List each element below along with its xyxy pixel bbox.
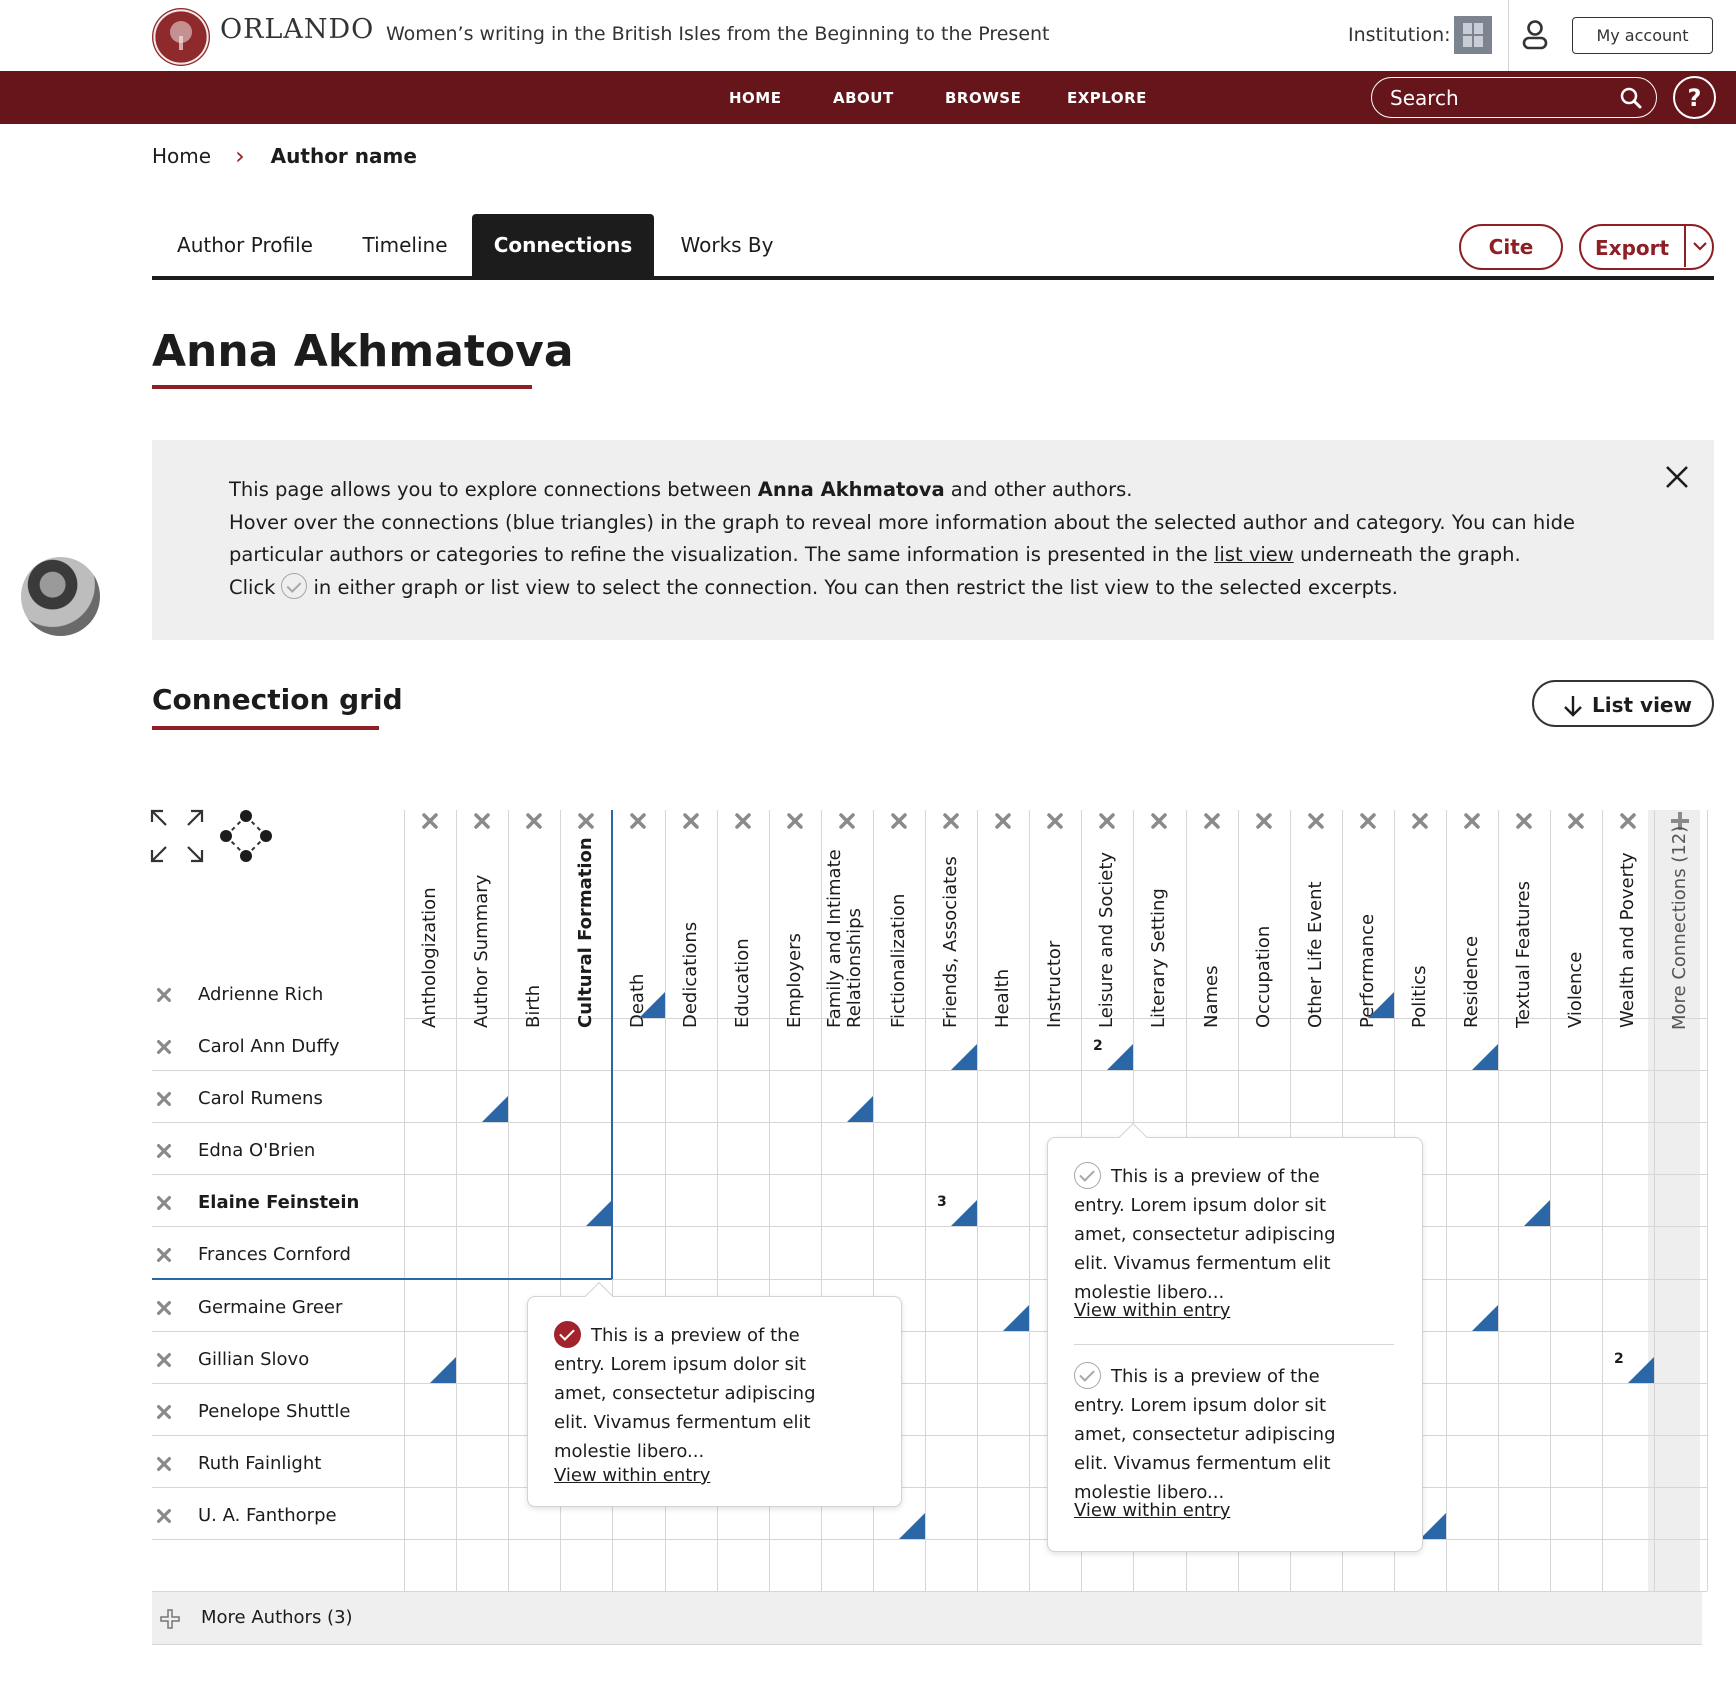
nav-home[interactable]: HOME bbox=[729, 89, 782, 107]
remove-column-icon[interactable] bbox=[1254, 811, 1274, 831]
remove-column-icon[interactable] bbox=[472, 811, 492, 831]
info-line3-post: in either graph or list view to select the connection. You can then restrict the list view to the selected excerpts. bbox=[313, 575, 1398, 599]
column-label: Death bbox=[627, 973, 648, 1028]
cite-button[interactable]: Cite bbox=[1459, 224, 1563, 270]
header-divider bbox=[1508, 0, 1509, 71]
tab-timeline[interactable]: Timeline bbox=[362, 233, 448, 257]
author-row-label: Frances Cornford bbox=[198, 1244, 351, 1265]
remove-author-icon[interactable] bbox=[155, 1455, 173, 1473]
connection-count: 2 bbox=[1614, 1351, 1624, 1367]
check-circle-icon[interactable] bbox=[554, 1321, 581, 1348]
column-label: Violence bbox=[1565, 951, 1586, 1028]
author-row-label: Gillian Slovo bbox=[198, 1349, 310, 1370]
grid-hline bbox=[404, 1122, 1707, 1123]
column-label: Textual Features bbox=[1513, 881, 1534, 1028]
info-line1-post: and other authors. bbox=[944, 478, 1133, 501]
grid-vline bbox=[925, 810, 926, 1591]
remove-column-icon[interactable] bbox=[1618, 811, 1638, 831]
more-authors-label: More Authors (3) bbox=[201, 1607, 353, 1628]
export-divider bbox=[1684, 226, 1686, 267]
nav-browse[interactable]: BROWSE bbox=[945, 89, 1022, 107]
row-separator bbox=[152, 1226, 404, 1227]
remove-column-icon[interactable] bbox=[1045, 811, 1065, 831]
column-label: Health bbox=[992, 968, 1013, 1028]
remove-author-icon[interactable] bbox=[155, 1299, 173, 1317]
arrow-down-icon bbox=[1562, 694, 1584, 718]
connection-marker[interactable] bbox=[1420, 1513, 1446, 1539]
selection-row-line bbox=[152, 1278, 612, 1280]
export-button[interactable] bbox=[1579, 224, 1714, 270]
view-within-entry-link[interactable]: View within entry bbox=[1074, 1500, 1231, 1521]
view-within-entry-link[interactable]: View within entry bbox=[1074, 1300, 1231, 1321]
author-row-label: Carol Ann Duffy bbox=[198, 1036, 340, 1057]
logo-wordmark[interactable]: ORLANDO bbox=[220, 14, 375, 45]
remove-column-icon[interactable] bbox=[524, 811, 544, 831]
column-label: Author Summary bbox=[471, 874, 492, 1028]
author-avatar bbox=[21, 557, 100, 636]
remove-author-icon[interactable] bbox=[155, 1507, 173, 1525]
search-icon[interactable] bbox=[1620, 87, 1642, 109]
connection-marker[interactable] bbox=[1472, 1044, 1498, 1070]
column-label: Instructor bbox=[1044, 940, 1065, 1028]
remove-column-icon[interactable] bbox=[941, 811, 961, 831]
connection-marker[interactable] bbox=[847, 1096, 873, 1122]
info-author-name: Anna Akhmatova bbox=[757, 478, 945, 501]
orlando-logo-icon[interactable] bbox=[152, 8, 210, 66]
tab-author-profile[interactable]: Author Profile bbox=[177, 233, 313, 257]
connection-marker[interactable] bbox=[1003, 1305, 1029, 1331]
info-panel bbox=[152, 440, 1714, 640]
grid-vline bbox=[456, 810, 457, 1591]
connection-marker[interactable] bbox=[1628, 1357, 1654, 1383]
export-label: Export bbox=[1595, 236, 1670, 260]
remove-column-icon[interactable] bbox=[1514, 811, 1534, 831]
remove-author-icon[interactable] bbox=[155, 986, 173, 1004]
view-within-entry-link[interactable]: View within entry bbox=[554, 1465, 711, 1486]
column-label: Literary Setting bbox=[1148, 888, 1169, 1028]
check-circle-icon[interactable] bbox=[1074, 1362, 1101, 1389]
connection-marker[interactable] bbox=[482, 1096, 508, 1122]
grid-vline bbox=[1029, 810, 1030, 1591]
row-separator bbox=[152, 1122, 404, 1123]
popover-arrow bbox=[585, 1282, 613, 1310]
column-label: Other Life Event bbox=[1305, 881, 1326, 1028]
row-separator bbox=[152, 1435, 404, 1436]
connection-count: 3 bbox=[937, 1194, 947, 1210]
remove-column-icon[interactable] bbox=[1202, 811, 1222, 831]
popover-entry bbox=[1074, 1162, 1374, 1307]
column-label: Residence bbox=[1461, 935, 1482, 1028]
tab-works-by[interactable]: Works By bbox=[680, 233, 774, 257]
user-icon[interactable] bbox=[1518, 18, 1552, 52]
remove-column-icon[interactable] bbox=[681, 811, 701, 831]
popover-entry-text: This is a preview of the entry. Lorem ipsum dolor sit amet, consectetur adipiscing elit. Vivamus fermentum elit molestie libero... bbox=[554, 1325, 816, 1462]
row-separator bbox=[152, 1174, 404, 1175]
grid-vline bbox=[1707, 810, 1708, 1591]
column-label: Wealth and Poverty bbox=[1617, 852, 1638, 1028]
remove-author-icon[interactable] bbox=[155, 1142, 173, 1160]
grid-vline bbox=[404, 810, 405, 1591]
list-view-link[interactable]: list view bbox=[1214, 543, 1294, 566]
nav-explore[interactable]: EXPLORE bbox=[1067, 89, 1147, 107]
row-separator bbox=[152, 1331, 404, 1332]
connection-count: 2 bbox=[1093, 1038, 1103, 1054]
popover-entry bbox=[1074, 1362, 1374, 1507]
column-label: Cultural Formation bbox=[575, 837, 596, 1028]
info-line1-pre: This page allows you to explore connections between bbox=[229, 478, 758, 501]
remove-column-icon[interactable] bbox=[1566, 811, 1586, 831]
column-label: Performance bbox=[1357, 913, 1378, 1028]
remove-column-icon[interactable] bbox=[628, 811, 648, 831]
column-label: Education bbox=[732, 938, 753, 1028]
connection-marker[interactable] bbox=[639, 992, 665, 1018]
network-graph-icon[interactable] bbox=[218, 808, 274, 864]
more-connections-label[interactable]: More Connections (12) bbox=[1669, 825, 1690, 1030]
remove-column-icon[interactable] bbox=[889, 811, 909, 831]
title-underline bbox=[152, 385, 532, 389]
author-row-label: Edna O'Brien bbox=[198, 1140, 316, 1161]
remove-column-icon[interactable] bbox=[733, 811, 753, 831]
grid-vline bbox=[508, 810, 509, 1591]
row-separator bbox=[152, 1383, 404, 1384]
remove-column-icon[interactable] bbox=[420, 811, 440, 831]
popover-entry-text: This is a preview of the entry. Lorem ipsum dolor sit amet, consectetur adipiscing elit. Vivamus fermentum elit molestie libero... bbox=[1074, 1166, 1336, 1303]
remove-column-icon[interactable] bbox=[1306, 811, 1326, 831]
grid-vline bbox=[977, 810, 978, 1591]
info-line2: Hover over the connections (blue triangles) in the graph to reveal more information about the selected author and category. You can hide particular authors or categories to refine the visualization. The same information is presented in the bbox=[229, 510, 1576, 566]
column-label: Names bbox=[1201, 965, 1222, 1028]
expand-icon[interactable] bbox=[149, 808, 205, 864]
author-row-label: Carol Rumens bbox=[198, 1088, 323, 1109]
author-row-label: Germaine Greer bbox=[198, 1297, 343, 1318]
column-label: Leisure and Society bbox=[1096, 851, 1117, 1028]
author-row-label: Penelope Shuttle bbox=[198, 1401, 351, 1422]
info-text bbox=[229, 474, 1649, 604]
grid-vline bbox=[1602, 810, 1603, 1591]
popover-separator bbox=[1074, 1344, 1394, 1345]
remove-column-icon[interactable] bbox=[1462, 811, 1482, 831]
connection-marker[interactable] bbox=[951, 1044, 977, 1070]
remove-author-icon[interactable] bbox=[155, 1351, 173, 1369]
remove-author-icon[interactable] bbox=[155, 1194, 173, 1212]
row-separator bbox=[152, 1539, 404, 1540]
check-circle-icon bbox=[281, 573, 307, 599]
author-row-label: Ruth Fainlight bbox=[198, 1453, 322, 1474]
heading-underline bbox=[152, 726, 379, 730]
nav-about[interactable]: ABOUT bbox=[833, 89, 894, 107]
connection-marker[interactable] bbox=[899, 1513, 925, 1539]
remove-author-icon[interactable] bbox=[155, 1090, 173, 1108]
connection-popover-right bbox=[1047, 1137, 1423, 1552]
connection-marker[interactable] bbox=[1524, 1200, 1550, 1226]
chevron-down-icon[interactable] bbox=[1690, 235, 1710, 257]
check-circle-icon[interactable] bbox=[1074, 1162, 1101, 1189]
connection-marker[interactable] bbox=[1107, 1044, 1133, 1070]
grid-vline bbox=[1550, 810, 1551, 1591]
row-separator bbox=[152, 1070, 404, 1071]
info-line2-post: underneath the graph. bbox=[1293, 543, 1521, 566]
author-row-label: U. A. Fanthorpe bbox=[198, 1505, 337, 1526]
column-label: Family and Intimate Relationships bbox=[824, 849, 865, 1028]
connection-grid-heading: Connection grid bbox=[152, 683, 403, 716]
my-account-button[interactable]: My account bbox=[1572, 17, 1713, 54]
remove-column-icon[interactable] bbox=[837, 811, 857, 831]
list-view-label: List view bbox=[1592, 693, 1692, 717]
column-label: Dedications bbox=[680, 921, 701, 1028]
remove-author-icon[interactable] bbox=[155, 1246, 173, 1264]
breadcrumb-home[interactable]: Home bbox=[152, 144, 212, 168]
institution-crest-icon bbox=[1454, 16, 1492, 54]
close-icon[interactable] bbox=[1662, 462, 1692, 492]
popover-entry-text: This is a preview of the entry. Lorem ipsum dolor sit amet, consectetur adipiscing elit. Vivamus fermentum elit molestie libero... bbox=[1074, 1366, 1336, 1503]
column-label: Fictionalization bbox=[888, 893, 909, 1028]
popover-arrow bbox=[1119, 1123, 1147, 1151]
connection-marker[interactable] bbox=[951, 1200, 977, 1226]
author-row-label: Elaine Feinstein bbox=[198, 1192, 360, 1213]
remove-column-icon[interactable] bbox=[1410, 811, 1430, 831]
remove-column-icon[interactable] bbox=[1097, 811, 1117, 831]
search-input[interactable] bbox=[1390, 84, 1610, 112]
remove-author-icon[interactable] bbox=[155, 1403, 173, 1421]
connection-popover-left bbox=[527, 1296, 902, 1507]
connection-marker[interactable] bbox=[1368, 992, 1394, 1018]
column-label: Birth bbox=[523, 984, 544, 1028]
column-label: Politics bbox=[1409, 965, 1430, 1028]
remove-author-icon[interactable] bbox=[155, 1038, 173, 1056]
connection-marker[interactable] bbox=[1472, 1305, 1498, 1331]
grid-vline bbox=[1498, 810, 1499, 1591]
institution-label: Institution: bbox=[1348, 24, 1451, 46]
breadcrumb-current: Author name bbox=[270, 144, 417, 168]
column-label: Employers bbox=[784, 933, 805, 1028]
remove-column-icon[interactable] bbox=[1358, 811, 1378, 831]
chevron-right-icon: › bbox=[235, 142, 245, 170]
remove-column-icon[interactable] bbox=[576, 811, 596, 831]
grid-vline bbox=[1654, 810, 1655, 1591]
breadcrumb bbox=[152, 142, 417, 170]
author-row-label: Adrienne Rich bbox=[198, 984, 324, 1005]
row-separator bbox=[152, 1487, 404, 1488]
page-title: Anna Akhmatova bbox=[152, 326, 574, 377]
main-nav bbox=[0, 71, 1736, 124]
popover-entry bbox=[554, 1321, 854, 1466]
remove-column-icon[interactable] bbox=[993, 811, 1013, 831]
more-authors-row[interactable] bbox=[152, 1592, 1702, 1645]
top-header bbox=[0, 0, 1736, 71]
grid-hline bbox=[404, 1070, 1707, 1071]
grid-vline bbox=[1446, 810, 1447, 1591]
plus-icon bbox=[160, 1609, 180, 1629]
help-button[interactable]: ? bbox=[1673, 76, 1716, 119]
info-line3-pre: Click bbox=[229, 575, 276, 599]
remove-column-icon[interactable] bbox=[785, 811, 805, 831]
site-tagline: Women’s writing in the British Isles from the Beginning to the Present bbox=[386, 23, 1050, 45]
column-label: Occupation bbox=[1253, 925, 1274, 1028]
column-label: Anthologization bbox=[419, 887, 440, 1028]
connection-marker[interactable] bbox=[586, 1200, 612, 1226]
list-view-button[interactable] bbox=[1532, 680, 1714, 727]
search-box bbox=[1371, 77, 1657, 118]
connection-marker[interactable] bbox=[430, 1357, 456, 1383]
column-label: Friends, Associates bbox=[940, 856, 961, 1028]
tab-connections[interactable]: Connections bbox=[472, 214, 654, 276]
remove-column-icon[interactable] bbox=[1149, 811, 1169, 831]
